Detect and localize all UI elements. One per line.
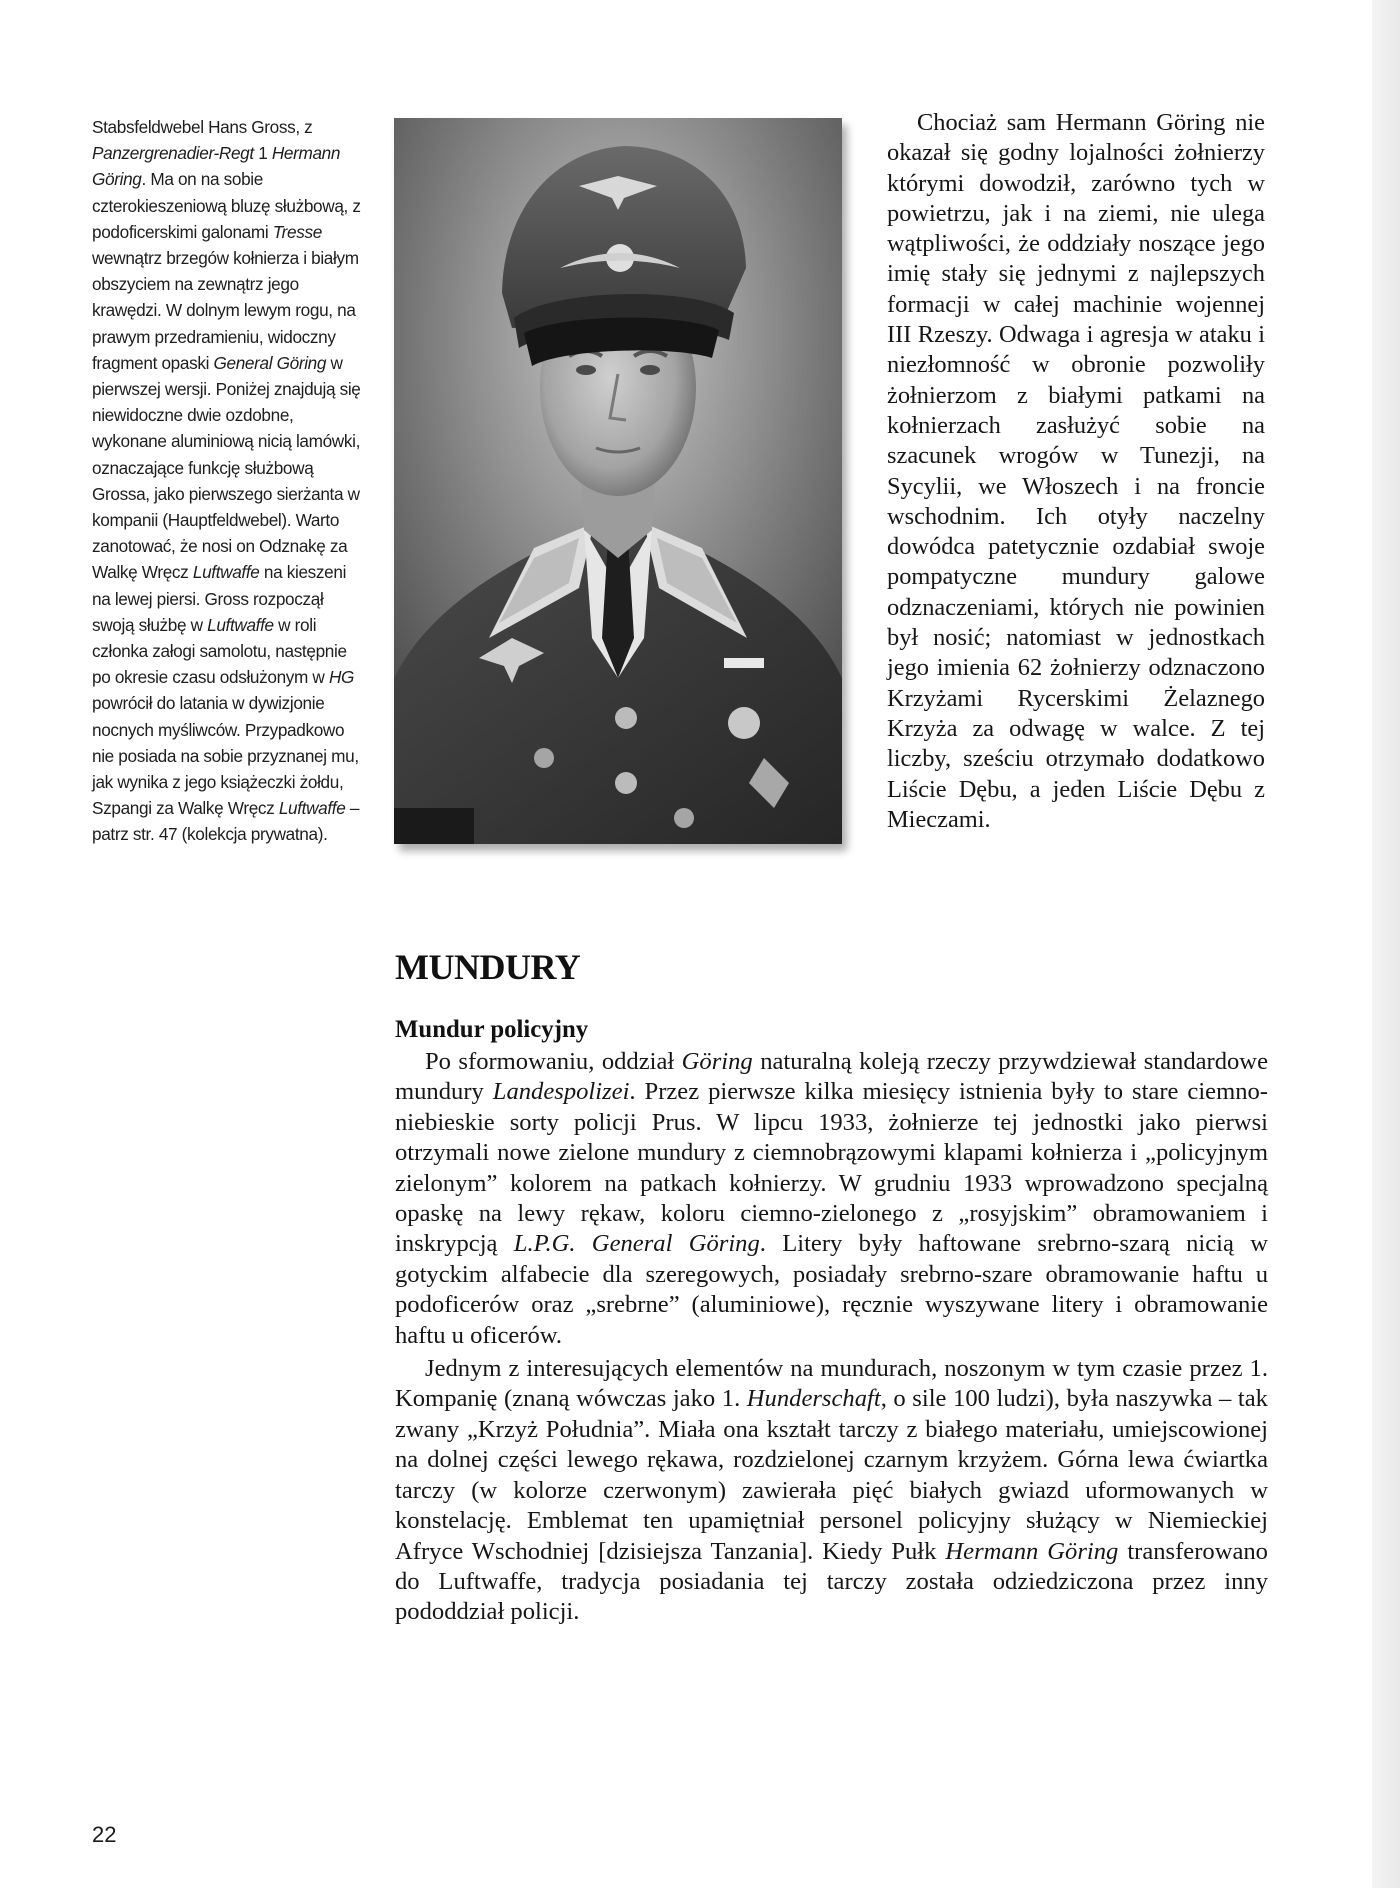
italic-text-span: Luftwaffe xyxy=(192,562,260,583)
text-span: w roli członka załogi samolotu, następnie po okresie czasu odsłużonym w xyxy=(92,614,347,688)
italic-text-span: Luftwaffe xyxy=(278,798,346,819)
portrait-illustration xyxy=(394,118,842,844)
text-span: naturalną koleją rzeczy przywdziewał standardowe mundury xyxy=(395,1048,1268,1106)
italic-text-span: Panzergrenadier-Regt xyxy=(92,143,254,164)
text-span: w pierwszej wersji. Poniżej znajdują się niewidoczne dwie ozdobne, wykonane aluminiową nicią lamówki, oznaczające funkcję służbową Grossa, jako pierwszego sierżanta w kompanii (Hauptfeldwebel). Warto zanotować, że nosi on Odznakę za Walkę Wręcz xyxy=(92,352,361,583)
italic-text-span: HG xyxy=(328,667,355,688)
text-span: . Ma on na sobie czterokieszeniową bluzę służbową, z podoficerskimi galonami xyxy=(92,169,361,242)
page-number: 22 xyxy=(92,1822,117,1847)
text-span: Stabsfeldwebel Hans Gross, z xyxy=(92,117,313,137)
text-span: wewnątrz brzegów kołnierza i białym obszyciem na zewnątrz jego krawędzi. W dolnym lewym rogu, na prawym przedramieniu, widoczny fragment opaski xyxy=(92,248,359,373)
italic-text-span: Hunderschaft xyxy=(746,1385,881,1413)
text-span: powrócił do latania w dywizjonie nocnych myśliwców. Przypadkowo nie posiada na sobie przyznanej mu, jak wynika z jego książeczki żołdu, Szpangi za Walkę Wręcz xyxy=(92,693,359,819)
body-paragraph xyxy=(395,1047,1268,1351)
text-span: na kieszeni na lewej piersi. Gross rozpoczął swoją służbę w xyxy=(92,562,347,635)
intro-paragraph: Chociaż sam Hermann Göring nie okazał się godny lojalności żołnierzy którymi dowodził, zarówno tych w powietrzu, jak i na ziemi, nie ulega wątpliwości, że oddziały noszące jego imię stały się jednymi z najlepszych formacji w całej machinie wojennej III Rzeszy. Odwaga i agresja w ataku i niezłomność w obronie pozwoliły żołnierzom z białymi patkami na kołnierzach zasłużyć sobie na szacunek wrogów w Tunezji, na Sycylii, we Włoszech i na froncie wschodnim. Ich otyły naczelny dowódca patetycznie ozdabiał swoje pompatyczne mundury galowe odznaczeniami, których nie powinien był nosić; natomiast w jednostkach jego imienia 62 żołnierzy odznaczono Krzyżami Rycerskimi Żelaznego Krzyża za odwagę w walce. Z tej liczby, sześciu otrzymało dodatkowo Liście Dębu, a jeden Liście Dębu z Mieczami. xyxy=(887,109,1265,833)
text-span: Po sformowaniu, oddział xyxy=(425,1048,682,1075)
text-span: Jednym z interesujących elementów na mundurach, noszonym w tym czasie przez 1. Kompanię (znaną wówczas jako 1. xyxy=(395,1355,1268,1413)
text-span: , o sile 100 ludzi), była naszywka – tak zwany „Krzyż Południa”. Miała ona kształt tarczy z białego materiału, umiejscowionej na dolnej części lewego rękawa, rozdzielonej czarnym krzyżem. Górna lewa ćwiartka tarczy (w kolorze czerwonym) zawierała pięć białych gwiazd uformowanych w konstelację. Emblemat ten upamiętniał personel policyjny służący w Niemieckiej Afryce Wschodniej [dzisiejsza Tanzania]. Kiedy Pułk xyxy=(395,1385,1268,1565)
intro-text-block xyxy=(887,108,1265,835)
text-span: . Przez pierwsze kilka miesięcy istnienia były to stare ciemno-niebieskie sorty policji Prus. W lipcu 1933, żołnierze tej jednostki jako pierwsi otrzymali nowe zielone mundury z ciemnobrązowymi klapami kołnierza i „policyjnym zielonym” kolorem na patkach kołnierzy. W grudniu 1933 wprowadzono specjalną opaskę na lewy rękaw, koloru ciemno-zielonego z „rosyjskim” obramowaniem i inskrypcją xyxy=(395,1078,1268,1258)
main-text-block xyxy=(395,1047,1268,1628)
page-edge-shade xyxy=(1372,0,1400,1888)
text-span: 1 xyxy=(253,143,272,164)
italic-text-span: Hermann Göring xyxy=(92,143,341,190)
portrait-photo xyxy=(394,118,842,844)
subsection-heading: Mundur policyjny xyxy=(395,1016,589,1043)
text-span: transferowano do Luftwaffe, tradycja posiadania tej tarczy została odziedziczona przez inny pododdział policji. xyxy=(395,1537,1268,1626)
text-span: . Litery były haftowane srebrno-szarą nicią w gotyckim alfabecie dla szeregowych, posiadały srebrno-szare obramowanie haftu u podoficerów oraz „srebrne” (aluminiowe), ręcznie wyszywane litery i obramowanie haftu u oficerów. xyxy=(395,1230,1268,1349)
italic-text-span: Tresse xyxy=(272,221,322,242)
section-heading: MUNDURY xyxy=(395,947,581,987)
italic-text-span: Landespolizei xyxy=(492,1078,630,1106)
italic-text-span: Göring xyxy=(681,1048,753,1075)
body-paragraph xyxy=(395,1354,1268,1628)
italic-text-span: L.P.G. General Göring xyxy=(513,1230,760,1258)
photo-caption xyxy=(92,114,364,848)
italic-text-span: Luftwaffe xyxy=(207,614,274,635)
italic-text-span: Hermann Göring xyxy=(945,1537,1119,1565)
text-span: – patrz str. 47 (kolekcja prywatna). xyxy=(92,798,360,845)
italic-text-span: General Göring xyxy=(213,352,327,373)
